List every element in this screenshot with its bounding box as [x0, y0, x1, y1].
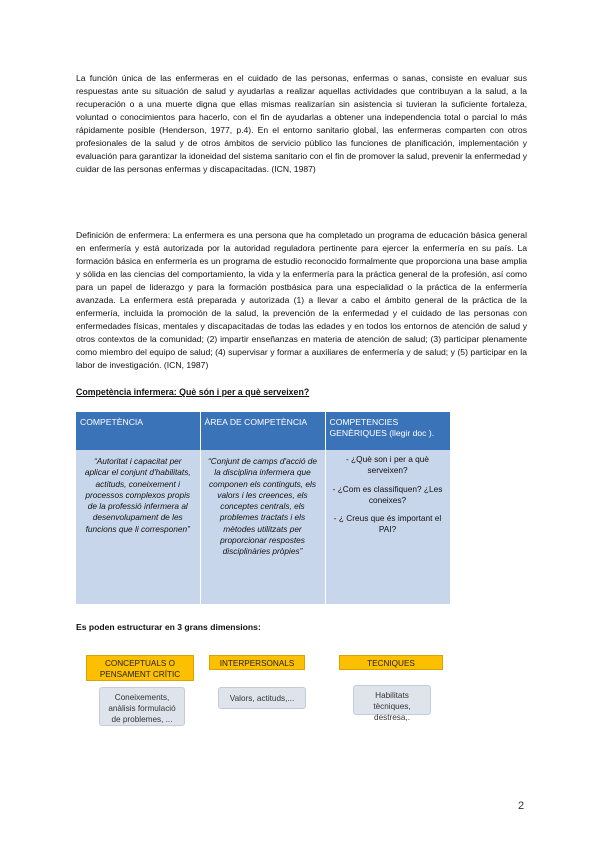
competence-table: [76, 412, 451, 604]
dimensions-intro: Es poden estructurar en 3 grans dimensions:: [76, 622, 261, 632]
dimension-interpersonal-detail: Valors, actituds,...: [218, 687, 306, 709]
cell-area-definition: “Conjunt de camps d'acció de la disciplina infermera que componen els continguts, els valors i les creences, els conceptes centrals, els problemes tractats i els mètodes utilitzats per proporcionar respostes disciplinàries pròpies”: [200, 450, 325, 604]
paragraph-nurse-definition: Definición de enfermera: La enfermera es una persona que ha completado un programa de educación básica general en enfermería y está autorizada por la autoridad reguladora pertinente para ejercer la enfermería en su país. La formación básica en enfermería es un programa de estudio reconocido formalmente que proporciona una base amplia y sólida en las ciencias del comportamiento, la vida y la enfermería para la práctica general de la profesión, así como para un papel de liderazgo y para la formación postbásica para una especialidad o la práctica de la enfermería avanzada. La enfermera está preparada y autorizada (1) a llevar a cabo el ámbito general de la práctica de la enfermería, incluida la promoción de la salud, la prevención de la enfermedad y el cuidado de las personas con enfermedades físicas, mentales y discapacitadas de todas las edades y en todos los entornos de atención de salud y otros contextos de la comunidad; (2) impartir enseñanzas en materia de atención de salud; (3) participar plenamente como miembro del equipo de salud; (4) supervisar y formar a auxiliares de enfermería y de salud; y (5) participar en la labor de investigación. (ICN, 1987): [76, 230, 527, 370]
dimension-technical-detail: Habilitats tècniques, destresa,.: [353, 685, 431, 715]
dimension-conceptual-title: CONCEPTUALS O PENSAMENT CRÍTIC: [86, 655, 194, 681]
page-number: 2: [518, 800, 525, 812]
header-competence: COMPETÈNCIA: [76, 412, 200, 450]
paragraph-nursing-function: La función única de las enfermeras en el cuidado de las personas, enfermas o sanas, consiste en evaluar sus respuestas ante su situación de salud y ayudarlas a realizar aquellas actividades que contribuyan a la salud, a la recuperación o a una muerte digna que ellas mismas realizarían sin asistencia si tuvieran la suficiente fortaleza, voluntad o conocimientos para hacerlo, con el fin de ayudarlas a obtener una independencia total o parcial lo más rápidamente posible (Henderson, 1977, p.4). En el entorno sanitario global, las enfermeras comparten con otros profesionales de la salud y de otros ámbitos de servicio público las funciones de planificación, implementación y evaluación para garantizar la idoneidad del sistema sanitario con el fin de promover la salud, prevenir la enfermedad y cuidar de las personas enfermas y discapacitadas. (ICN, 1987): [76, 73, 527, 174]
table-row: [76, 450, 450, 604]
question-item: - ¿Què son i per a què serveixen?: [345, 454, 429, 476]
header-competence-area: ÀREA DE COMPETÈNCIA: [200, 412, 325, 450]
table-header-row: [76, 412, 450, 450]
dimension-conceptual-detail: Coneixements, anàlisis formulació de problemes, ...: [99, 687, 185, 726]
question-item: - ¿Com es classifiquen? ¿Les coneixes?: [332, 483, 443, 505]
header-generic-competences: COMPETENCIES GENÈRIQUES (llegir doc ).: [325, 412, 450, 450]
dimension-technical-title: TECNIQUES: [339, 655, 443, 670]
cell-competence-definition: “Autoritat i capacitat per aplicar el conjunt d'habilitats, actituds, coneixement i processos complexos propis de la professió infermera al desenvolupament de les funcions que li corresponen”: [76, 450, 200, 604]
dimension-interpersonal-title: INTERPERSONALS: [209, 655, 305, 670]
question-item: - ¿ Creus que és important el PAI?: [333, 513, 442, 535]
cell-questions: [325, 450, 450, 604]
section-heading: Competència infermera: Què són i per a què serveixen?: [76, 387, 310, 397]
